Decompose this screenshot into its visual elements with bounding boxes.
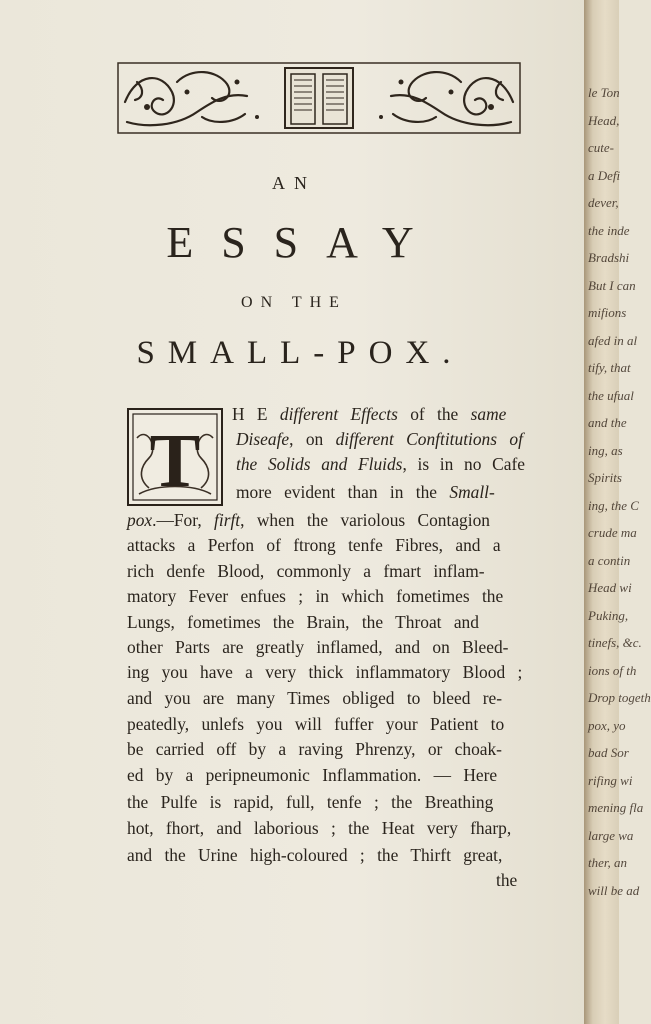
facing-page-fragment: bad Sor bbox=[588, 745, 629, 760]
title-small-pox: SMALL-POX. bbox=[136, 335, 464, 371]
catchword: the bbox=[496, 870, 518, 890]
facing-page-fragment: pox, yo bbox=[588, 717, 626, 733]
facing-page-fragment: ther, an bbox=[588, 855, 627, 870]
facing-page-fragment: the inde bbox=[588, 222, 630, 238]
text-line: attacks a Perfon of ftrong tenfe Fibres, and a bbox=[127, 535, 501, 555]
facing-page-fragment: Spirits bbox=[588, 470, 622, 485]
facing-page-fragment: Head wi bbox=[588, 580, 632, 595]
facing-page-fragment: afed in al bbox=[588, 332, 638, 348]
text-line: the Solids and Fluids, is in no Cafe bbox=[236, 454, 525, 474]
facing-page-fragment: Head, bbox=[588, 112, 620, 128]
facing-page-fragment: rifing wi bbox=[588, 772, 633, 788]
facing-page-fragment: le Ton bbox=[588, 85, 620, 100]
ornamental-drop-cap bbox=[127, 408, 223, 506]
facing-page-edge bbox=[584, 0, 651, 1024]
text-line: and the Urine high-coloured ; the Thirft great, bbox=[127, 845, 503, 865]
facing-page-fragment: ions of th bbox=[588, 662, 637, 678]
facing-page-fragment: tinefs, &c. bbox=[588, 635, 642, 650]
text-line: hot, fhort, and laborious ; the Heat very fharp, bbox=[127, 818, 512, 838]
facing-page-fragment: Bradshi bbox=[588, 250, 630, 265]
text-line: ed by a peripneumonic Inflammation. — Here bbox=[127, 765, 498, 785]
facing-page-fragment: a contin bbox=[588, 552, 631, 568]
facing-page-fragment: and the bbox=[588, 415, 627, 430]
text-line: other Parts are greatly inflamed, and on Bleed- bbox=[127, 637, 509, 657]
facing-page-fragment: a Defi bbox=[588, 167, 621, 183]
facing-page-fragment: But I can bbox=[588, 277, 636, 293]
text-line: matory Fever enfues ; in which fometimes the bbox=[127, 586, 504, 606]
text-line: Lungs, fometimes the Brain, the Throat and bbox=[127, 612, 479, 632]
text-line: ing you have a very thick inflammatory Blood ; bbox=[127, 662, 523, 682]
facing-page-fragment: Drop togeth bbox=[588, 690, 651, 705]
facing-page-fragment: mifions bbox=[588, 305, 627, 320]
drop-cap-letter: T bbox=[149, 419, 201, 503]
facing-page-fragment: tify, that bbox=[588, 360, 631, 375]
facing-page-fragment: ing, as bbox=[588, 442, 623, 458]
facing-page-fragment: will be ad bbox=[588, 882, 640, 898]
title-essay: ESSAY bbox=[166, 218, 442, 267]
facing-page-fragment: crude ma bbox=[588, 525, 637, 540]
facing-page-fragment: Puking, bbox=[588, 607, 629, 623]
text-line: rich denfe Blood, commonly a fmart inflam- bbox=[127, 561, 485, 581]
title-on-the: ON THE bbox=[241, 294, 347, 311]
text-line: pox.—For, firft, when the variolous Contagion bbox=[127, 510, 490, 530]
text-line: the Pulfe is rapid, full, tenfe ; the Breathing bbox=[127, 792, 494, 812]
facing-page-fragment: cute- bbox=[588, 140, 614, 155]
text-line: more evident than in the Small- bbox=[236, 482, 495, 502]
text-line: peatedly, unlefs you will fuffer your Patient to bbox=[127, 714, 505, 734]
facing-page-fragment: the ufual bbox=[588, 387, 634, 403]
ornamental-headpiece bbox=[117, 62, 521, 134]
facing-page-fragment: mening fla bbox=[588, 800, 644, 815]
text-line: Diseafe, on different Conftitutions of bbox=[236, 429, 523, 449]
title-an: AN bbox=[272, 173, 316, 193]
text-line: H E different Effects of the same bbox=[232, 404, 507, 424]
text-line: and you are many Times obliged to bleed re- bbox=[127, 688, 503, 708]
facing-page-fragment: dever, bbox=[588, 195, 619, 210]
facing-page-fragment: large wa bbox=[588, 827, 634, 843]
text-line: be carried off by a raving Phrenzy, or choak- bbox=[127, 739, 502, 759]
facing-page-fragment: ing, the C bbox=[588, 497, 639, 513]
